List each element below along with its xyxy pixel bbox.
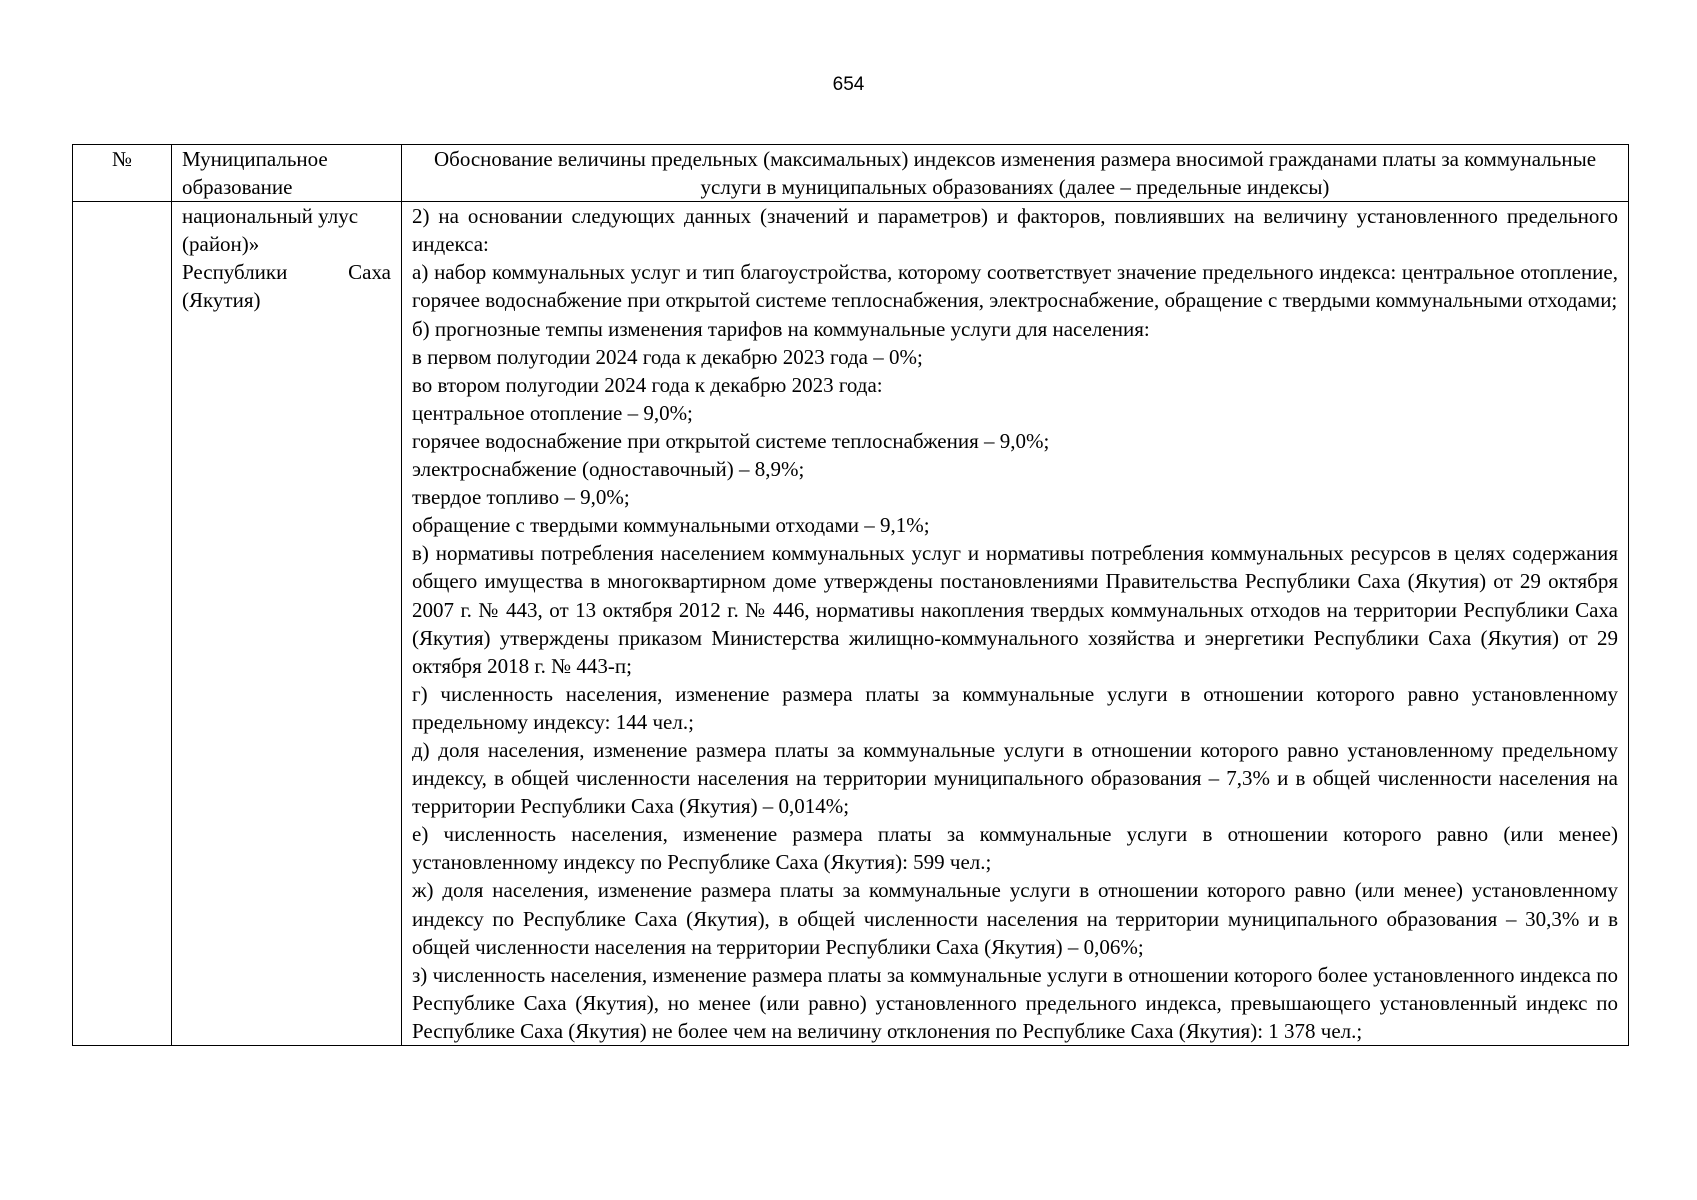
document-table bbox=[72, 144, 1629, 1046]
paragraph: г) численность населения, изменение размера платы за коммунальные услуги в отношении которого равно установленному предельному индексу: 144 чел.; bbox=[412, 681, 1618, 734]
header-justification: Обоснование величины предельных (максимальных) индексов изменения размера вносимой гражданами платы за коммунальные услуги в муниципальных образованиях (далее – предельные индексы) bbox=[402, 145, 1629, 202]
paragraph: а) набор коммунальных услуг и тип благоустройства, которому соответствует значение предельного индекса: центральное отопление, горячее водоснабжение при открытой системе теплоснабжения, электроснабжение, обращение с твердыми коммунальными отходами; bbox=[412, 260, 1618, 313]
paragraph: е) численность населения, изменение размера платы за коммунальные услуги в отношении которого равно (или менее) установленному индексу по Республике Саха (Якутия): 599 чел.; bbox=[412, 822, 1618, 875]
header-municipality: Муниципальное образование bbox=[172, 145, 402, 202]
paragraph: в) нормативы потребления населением коммунальных услуг и нормативы потребления коммунальных ресурсов в целях содержания общего имущества в многоквартирном доме утверждены постановлениями Правительства Республики Саха (Якутия) от 29 октября 2007 г. № 443, от 13 октября 2012 г. № 446, нормативы накопления твердых коммунальных отходов на территории Республики Саха (Якутия) утверждены приказом Министерства жилищно-коммунального хозяйства и энергетики Республики Саха (Якутия) от 29 октября 2018 г. № 443-п; bbox=[412, 541, 1618, 678]
paragraph: электроснабжение (одноставочный) – 8,9%; bbox=[412, 457, 805, 482]
municipality-line: (район)» bbox=[182, 232, 260, 257]
municipality-line: национальный улус bbox=[182, 204, 359, 229]
paragraph: центральное отопление – 9,0%; bbox=[412, 400, 693, 425]
paragraph: твердое топливо – 9,0%; bbox=[412, 485, 630, 510]
municipality-line: (Якутия) bbox=[182, 288, 261, 313]
paragraph: горячее водоснабжение при открытой системе теплоснабжения – 9,0%; bbox=[412, 428, 1050, 453]
header-number: № bbox=[73, 145, 172, 202]
paragraph: во втором полугодии 2024 года к декабрю 2023 года: bbox=[412, 372, 883, 397]
page-number: 654 bbox=[832, 74, 865, 95]
municipality-line: Республики Саха bbox=[182, 260, 391, 285]
table-row bbox=[73, 202, 1629, 1046]
table-header-row bbox=[73, 145, 1629, 202]
paragraph: ж) доля населения, изменение размера платы за коммунальные услуги в отношении которого равно (или менее) установленному индексу по Республике Саха (Якутия), в общей численности населения на территории муниципального образования – 30,3% и в общей численности населения на территории Республики Саха (Якутия) – 0,06%; bbox=[412, 878, 1618, 959]
row-number-cell bbox=[73, 202, 172, 1046]
paragraph: 2) на основании следующих данных (значений и параметров) и факторов, повлиявших на величину установленного предельного индекса: bbox=[412, 204, 1618, 257]
municipality-cell bbox=[172, 202, 402, 1046]
paragraph: в первом полугодии 2024 года к декабрю 2023 года – 0%; bbox=[412, 344, 923, 369]
justification-cell bbox=[402, 202, 1629, 1046]
paragraph: з) численность населения, изменение размера платы за коммунальные услуги в отношении которого более установленного индекса по Республике Саха (Якутия), но менее (или равно) установленного предельного индекса, превышающего установленный индекс по Республике Саха (Якутия) не более чем на величину отклонения по Республике Саха (Якутия): 1 378 чел.; bbox=[412, 962, 1618, 1043]
paragraph: б) прогнозные темпы изменения тарифов на коммунальные услуги для населения: bbox=[412, 316, 1150, 341]
paragraph: д) доля населения, изменение размера платы за коммунальные услуги в отношении которого равно установленному предельному индексу, в общей численности населения на территории муниципального образования – 7,3% и в общей численности населения на территории Республики Саха (Якутия) – 0,014%; bbox=[412, 737, 1618, 819]
paragraph: обращение с твердыми коммунальными отходами – 9,1%; bbox=[412, 513, 930, 538]
